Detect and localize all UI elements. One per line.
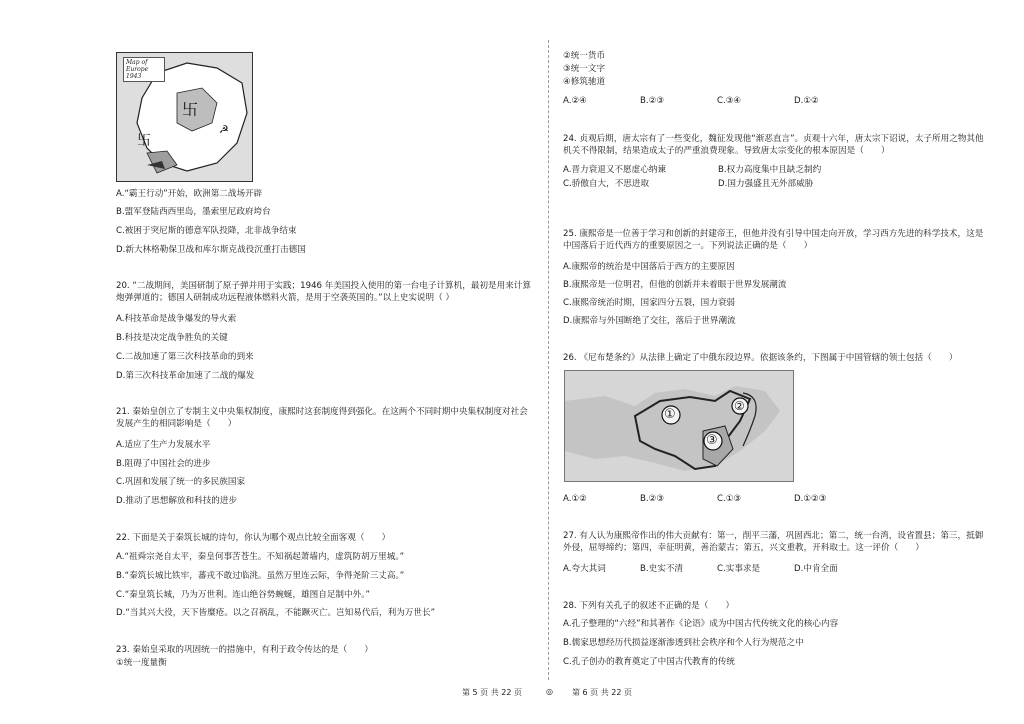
q23-option-a[interactable]: A.②④	[563, 96, 587, 106]
q24-option-d[interactable]: D.国力强盛且无外部威胁	[718, 179, 814, 189]
q19-option-a[interactable]: A.“霸王行动”开始，欧洲第二战场开辟	[116, 189, 263, 199]
map-title-label: Map of Europe 1943	[123, 57, 165, 82]
q20-option-c[interactable]: C.二战加速了第三次科技革命的到来	[116, 352, 254, 362]
map-label-3: ③	[706, 433, 718, 448]
q22-stem: 22. 下面是关于秦筑长城的诗句，你认为哪个观点比较全面客观（ ）	[116, 533, 391, 543]
q23-option-d[interactable]: D.①②	[794, 96, 819, 106]
q26-options-row	[563, 493, 893, 505]
q28-option-b[interactable]: B.儒家思想经历代损益逐渐渗透到社会秩序和个人行为规范之中	[563, 638, 804, 648]
q27-options-row	[563, 563, 893, 575]
q23-option-b[interactable]: B.②③	[640, 96, 665, 106]
q23-item-1: ①统一度量衡	[116, 658, 167, 668]
q27-option-b[interactable]: B.史实不清	[640, 564, 684, 574]
q21-option-d[interactable]: D.推动了思想解放和科技的进步	[116, 496, 238, 506]
q24-options-row-1	[563, 164, 983, 176]
q28-stem: 28. 下列有关孔子的叙述不正确的是（ ）	[563, 601, 735, 611]
q26-option-c[interactable]: C.①③	[717, 494, 742, 504]
q21-stem: 21. 秦始皇创立了专制主义中央集权制度，康熙时这套制度得到强化。在这两个不同时期中央集权制度对社会发展产生的相同影响是（ ）	[116, 407, 528, 429]
q25-stem: 25. 康熙帝是一位善于学习和创新的封建帝王，但他并没有引导中国走向开放，学习西方先进的科学技术，这是中国落后于近代西方的重要原因之一。下列说法正确的是（ ）	[563, 229, 984, 251]
q22-option-b[interactable]: B.“秦筑长城比铁牢，蕃戎不敢过临洮。虽然万里连云际，争得尧阶三丈高。”	[116, 571, 405, 581]
swastika-mark-1: 卐	[182, 100, 199, 119]
q21-option-a[interactable]: A.适应了生产力发展水平	[116, 440, 211, 450]
swastika-mark-2: 卐	[137, 133, 151, 149]
column-divider	[548, 40, 549, 680]
map-label-2: ②	[734, 399, 745, 413]
q28-option-a[interactable]: A.孔子整理的“六经”和其著作《论语》成为中国古代传统文化的核心内容	[563, 619, 839, 629]
q22-option-d[interactable]: D.“当其兴大役，天下皆糜疮。以之召祸乱，不能蹶灭亡。岂知易代后，利为万世长”	[116, 608, 436, 618]
q26-option-a[interactable]: A.①②	[563, 494, 587, 504]
q24-option-b[interactable]: B.权力高度集中且缺乏制约	[718, 165, 822, 175]
q19-option-c[interactable]: C.被困于突尼斯的德意军队投降，北非战争结束	[116, 226, 297, 236]
q20-stem: 20. “二战期间，美国研制了原子弹并用于实践；1946 年美国投入使用的第一台电子计算机，最初是用来计算炮弹弹道的；德国人研制成功远程液体燃料火箭，是用于空袭英国的。”以上史实说明（ ）	[116, 281, 531, 303]
q20-option-a[interactable]: A.科技革命是战争爆发的导火索	[116, 314, 237, 324]
map-label-1: ①	[664, 407, 676, 422]
q19-option-d[interactable]: D.新大林格勒保卫战和库尔斯克战役沉重打击德国	[116, 245, 306, 255]
q21-option-b[interactable]: B.阻碍了中国社会的进步	[116, 459, 211, 469]
q23-item-3: ③统一文字	[563, 64, 606, 74]
q24-stem: 24. 贞观后期，唐太宗有了一些变化，魏征发现他“渐恶直言”。贞观十六年，唐太宗下诏说，太子所用之物其他机关不得限制，结果造成太子的严重浪费现象。导致唐太宗变化的根本原因是（ ）	[563, 134, 984, 156]
q22-option-c[interactable]: C.“秦皇筑长城，乃为万世利。连山绝谷势蜿蜒，雄图自足制中外。”	[116, 590, 370, 600]
footer-separator-icon: ◎	[546, 687, 553, 696]
nerchinsk-map-figure	[564, 370, 794, 482]
q21-option-c[interactable]: C.巩固和发展了统一的多民族国家	[116, 477, 246, 487]
q25-option-c[interactable]: C.康熙帝统治时期，国家四分五裂，国力衰弱	[563, 298, 736, 308]
hammer-sickle-mark: ☭	[219, 123, 229, 136]
q23-stem: 23. 秦始皇采取的巩固统一的措施中，有利于政令传达的是（ ）	[116, 645, 374, 655]
q27-option-c[interactable]: C.实事求是	[717, 564, 761, 574]
q23-item-4: ④修筑驰道	[563, 77, 606, 87]
q26-option-b[interactable]: B.②③	[640, 494, 665, 504]
q27-option-a[interactable]: A.夸大其词	[563, 564, 606, 574]
q28-option-c[interactable]: C.孔子创办的教育奠定了中国古代教育的传统	[563, 657, 736, 667]
q23-options-row	[563, 95, 893, 107]
europe-map-figure	[116, 52, 253, 182]
nerchinsk-map-drawing	[565, 371, 793, 481]
q22-option-a[interactable]: A.“祖舜宗尧自太平，秦皇何事苦苍生。不知祸起萧墙内，虚筑防胡万里城。”	[116, 552, 405, 562]
q24-options-row-2	[563, 178, 983, 190]
q23-item-2: ②统一货币	[563, 51, 606, 61]
footer-page-left: 第 5 页 共 22 页	[462, 688, 522, 697]
q25-option-d[interactable]: D.康熙帝与外国断绝了交往，落后于世界潮流	[563, 316, 736, 326]
q20-option-b[interactable]: B.科技是决定战争胜负的关键	[116, 333, 228, 343]
q24-option-a[interactable]: A.晋力衰退又不愿虚心纳谏	[563, 165, 666, 175]
q27-stem: 27. 有人认为康熙帝作出的伟大贡献有：第一，削平三藩，巩固西北；第二，统一台湾，设省置县；第三，抵御外侵，屈辱缔约；第四，幸征明黄，善治蒙古；第五，兴文重教，开科取士。这一评价（ ）	[563, 531, 984, 553]
q26-stem: 26. 《尼布楚条约》从法律上确定了中俄东段边界。依据该条约，下图属于中国管辖的领土包括（ ）	[563, 353, 958, 363]
q19-option-b[interactable]: B.盟军登陆西西里岛，墨索里尼政府垮台	[116, 207, 271, 217]
q24-option-c[interactable]: C.骄傲自大，不思进取	[563, 179, 650, 189]
q25-option-b[interactable]: B.康熙帝是一位明君，但他的创新并未着眼于世界发展潮流	[563, 280, 787, 290]
q23-option-c[interactable]: C.③④	[717, 96, 742, 106]
q20-option-d[interactable]: D.第三次科技革命加速了二战的爆发	[116, 371, 255, 381]
q25-option-a[interactable]: A.康熙帝的统治是中国落后于西方的主要原因	[563, 262, 735, 272]
q27-option-d[interactable]: D.中肯全面	[794, 564, 838, 574]
q26-option-d[interactable]: D.①②③	[794, 494, 827, 504]
footer-page-right: 第 6 页 共 22 页	[572, 688, 632, 697]
